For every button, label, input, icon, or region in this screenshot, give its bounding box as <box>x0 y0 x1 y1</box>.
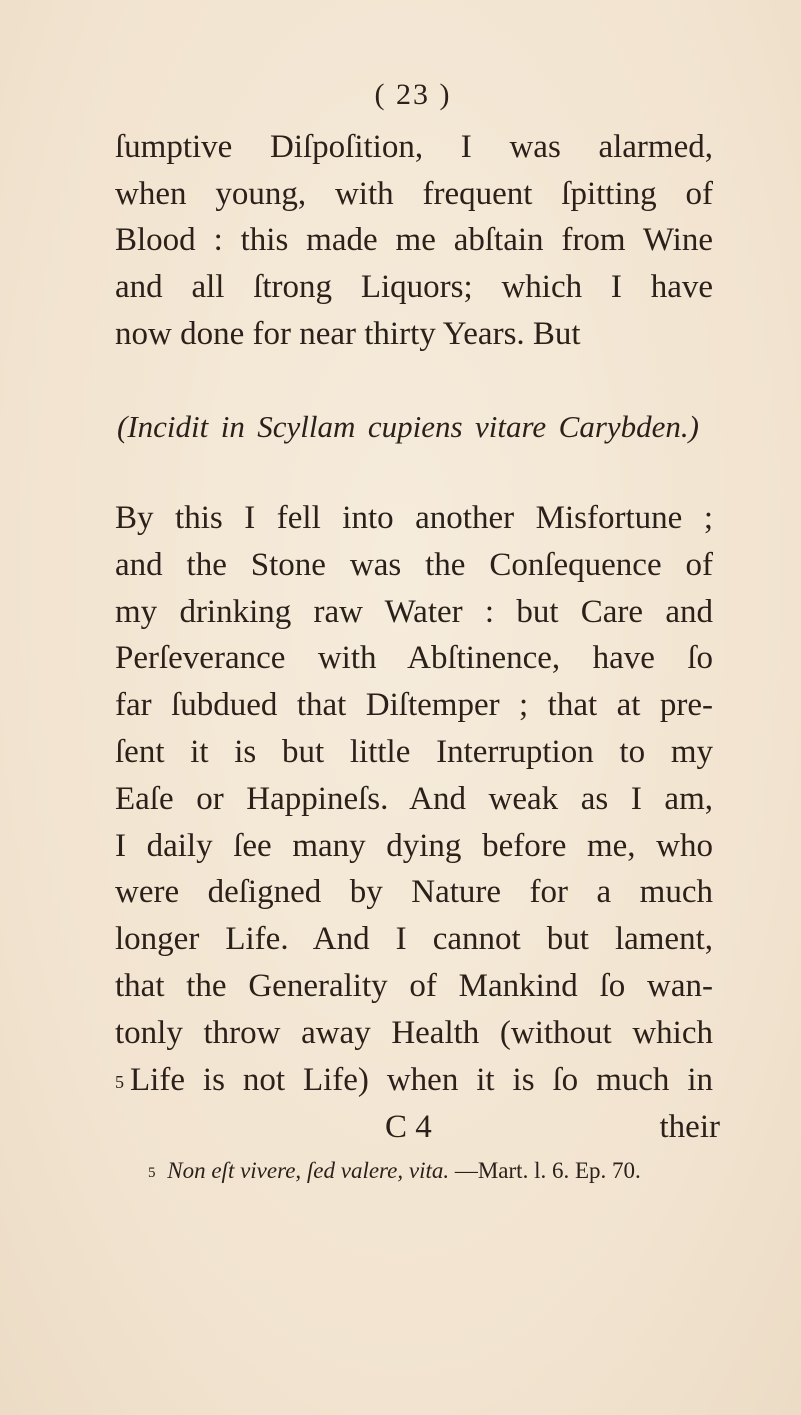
text-line: were deſigned by Nature for a much <box>115 874 713 910</box>
text-line-with-note <box>115 1060 713 1100</box>
text-line: Life is not Life) when it is ſo much in <box>130 1062 713 1098</box>
page-number: ( 23 ) <box>374 78 452 111</box>
text-line: far ſubdued that Diſtemper ; that at pre- <box>115 687 713 723</box>
text-line: that the Generality of Mankind ſo wan- <box>115 968 713 1004</box>
text-line: By this I fell into another Misfortune ; <box>115 500 713 536</box>
text-line: ſent it is but little Interruption to my <box>115 734 713 770</box>
text-line: when young, with frequent ſpitting of <box>115 176 713 212</box>
text-line: Blood : this made me abſtain from Wine <box>115 222 713 258</box>
text-line: Eaſe or Happineſs. And weak as I am, <box>115 781 713 817</box>
text-line: and the Stone was the Conſequence of <box>115 547 713 583</box>
text-line: longer Life. And I cannot but lament, <box>115 921 713 957</box>
footnote-marker: 5 <box>115 1072 124 1092</box>
footnote-citation: —Mart. l. 6. Ep. 70. <box>454 1158 641 1183</box>
text-line: I daily ſee many dying before me, who <box>115 828 713 864</box>
text-line: Perſeverance with Abſtinence, have ſo <box>115 640 713 676</box>
catchword: their <box>659 1109 720 1145</box>
text-line: and all ſtrong Liquors; which I have <box>115 269 713 305</box>
text-line: tonly throw away Health (without which <box>115 1015 713 1051</box>
text-line: my drinking raw Water : but Care and <box>115 594 713 630</box>
text-line: ſumptive Diſpoſition, I was alarmed, <box>115 129 713 165</box>
latin-motto: (Incidit in Scyllam cupiens vitare Carybden.) <box>117 409 699 444</box>
signature-mark: C 4 <box>385 1109 432 1145</box>
footnote-latin: Non eſt vivere, ſed valere, vita. <box>167 1158 450 1183</box>
footnote-number: 5 <box>148 1165 156 1181</box>
footnote <box>148 1156 725 1186</box>
text-line: now done for near thirty Years. But <box>115 316 581 352</box>
